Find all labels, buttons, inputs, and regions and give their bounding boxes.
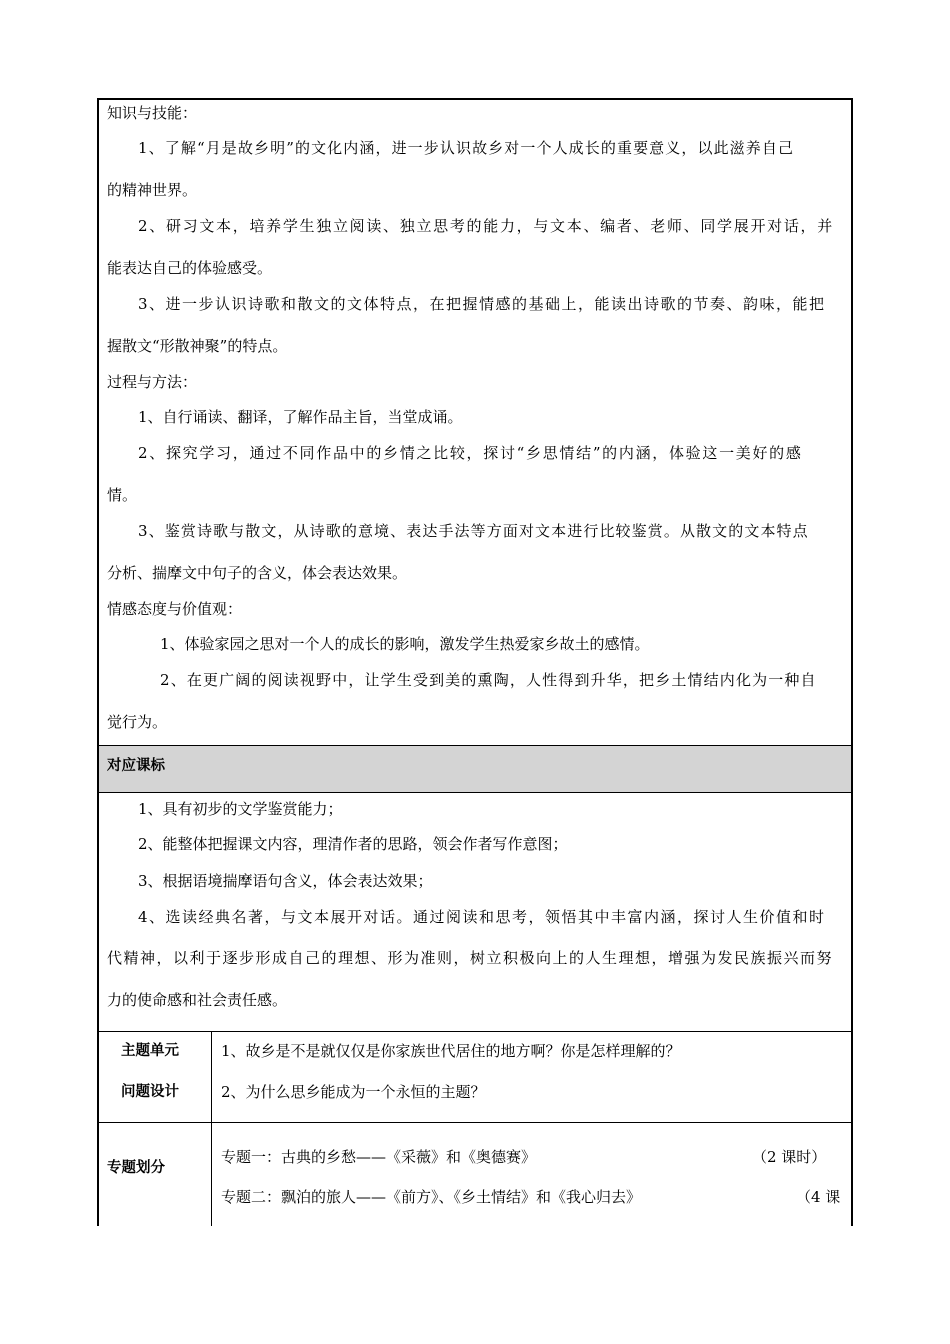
objective-text: 情。 [107,486,138,504]
objective-text: 3、进一步认识诗歌和散文的文体特点，在把握情感的基础上，能读出诗歌的节奏、韵味，能把 [138,295,826,313]
process-heading: 过程与方法： [107,373,198,391]
objective-text: 2、在更广阔的阅读视野中，让学生受到美的熏陶，人性得到升华，把乡土情结内化为一种自 [160,671,817,689]
standard-item: 4、选读经典名著，与文本展开对话。通过阅读和思考，领悟其中丰富内涵，探讨人生价值和时 [138,908,826,926]
objective-text: 3、鉴赏诗歌与散文，从诗歌的意境、表达手法等方面对文本进行比较鉴赏。从散文的文本特点 [138,522,809,540]
topic-title: 专题二：飘泊的旅人——《前方》、《乡土情结》和《我心归去》 [221,1188,642,1206]
standards-heading: 对应课标 [107,758,165,774]
knowledge-heading: 知识与技能： [107,104,198,122]
standard-item: 力的使命感和社会责任感。 [107,991,288,1009]
standard-item: 3、根据语境揣摩语句含义，体会表达效果； [138,872,433,890]
topic-hours: （4 课 [796,1188,841,1206]
objective-text: 1、自行诵读、翻译，了解作品主旨，当堂成诵。 [138,408,463,426]
standard-item: 1、具有初步的文学鉴赏能力； [138,800,343,818]
standards-header-background [99,746,851,792]
objective-text: 2、探究学习，通过不同作品中的乡情之比较，探讨“乡思情结”的内涵，体验这一美好的感 [138,444,803,462]
theme-label: 问题设计 [121,1084,179,1100]
objective-text: 分析、揣摩文中句子的含义，体会表达效果。 [107,564,408,582]
theme-question: 1、故乡是不是就仅仅是你家族世代居住的地方啊？你是怎样理解的？ [221,1042,681,1060]
topic-title: 专题一：古典的乡愁——《采薇》和《奥德赛》 [221,1148,537,1166]
objective-text: 的精神世界。 [107,181,198,199]
divider [97,745,853,746]
objective-text: 觉行为。 [107,713,168,731]
objective-text: 1、了解“月是故乡明”的文化内涵，进一步认识故乡对一个人成长的重要意义，以此滋养自己 [138,139,795,157]
objective-text: 握散文“形散神聚”的特点。 [107,337,288,355]
objective-text: 能表达自己的体验感受。 [107,259,273,277]
topics-label: 专题划分 [107,1160,165,1176]
objective-text: 2、研习文本，培养学生独立阅读、独立思考的能力，与文本、编者、老师、同学展开对话，并 [138,217,834,235]
standard-item: 代精神，以利于逐步形成自己的理想、形为准则，树立积极向上的人生理想，增强为发民族振兴而努 [107,949,834,967]
emotion-heading: 情感态度与价值观： [107,600,243,618]
column-divider [211,1031,212,1226]
topic-hours: （2 课时） [752,1148,827,1166]
theme-question: 2、为什么思乡能成为一个永恒的主题？ [221,1083,486,1101]
theme-label: 主题单元 [121,1043,179,1059]
divider [97,792,853,793]
objective-text: 1、体验家园之思对一个人的成长的影响，激发学生热爱家乡故土的感情。 [160,635,650,653]
standard-item: 2、能整体把握课文内容，理清作者的思路，领会作者写作意图； [138,835,568,853]
